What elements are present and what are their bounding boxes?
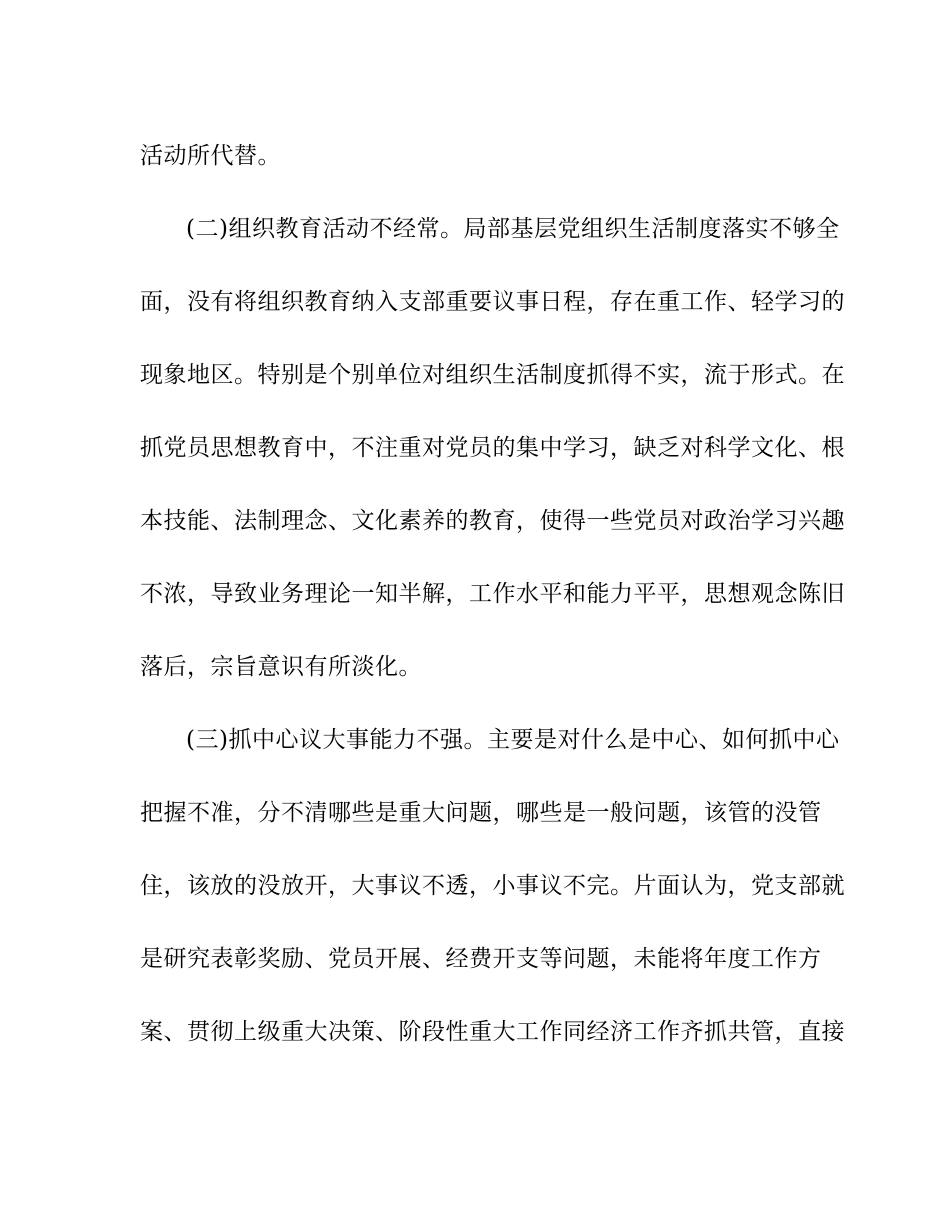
text-line: 面，没有将组织教育纳入支部重要议事日程，存在重工作、轻学习的 xyxy=(140,289,845,315)
text-line: 案、贯彻上级重大决策、阶段性重大工作同经济工作齐抓共管，直接 xyxy=(140,1019,845,1045)
text-line: 是研究表彰奖励、党员开展、经费开支等问题，未能将年度工作方 xyxy=(140,946,822,972)
paragraph-start-line: (二)组织教育活动不经常。局部基层党组织生活制度落实不够全 xyxy=(186,216,840,242)
paragraph-start-line: (三)抓中心议大事能力不强。主要是对什么是中心、如何抓中心 xyxy=(186,727,840,753)
text-line: 不浓，导致业务理论一知半解，工作水平和能力平平，思想观念陈旧 xyxy=(140,581,845,607)
text-line: 本技能、法制理念、文化素养的教育，使得一些党员对政治学习兴趣 xyxy=(140,508,845,534)
text-line: 落后，宗旨意识有所淡化。 xyxy=(140,654,422,680)
text-line: 把握不准，分不清哪些是重大问题，哪些是一般问题，该管的没管 xyxy=(140,800,822,826)
text-line: 住，该放的没放开，大事议不透，小事议不完。片面认为，党支部就 xyxy=(140,873,845,899)
text-line: 现象地区。特别是个别单位对组织生活制度抓得不实，流于形式。在 xyxy=(140,362,845,388)
text-line: 抓党员思想教育中，不注重对党员的集中学习，缺乏对科学文化、根 xyxy=(140,435,845,461)
text-line: 活动所代替。 xyxy=(140,143,281,169)
